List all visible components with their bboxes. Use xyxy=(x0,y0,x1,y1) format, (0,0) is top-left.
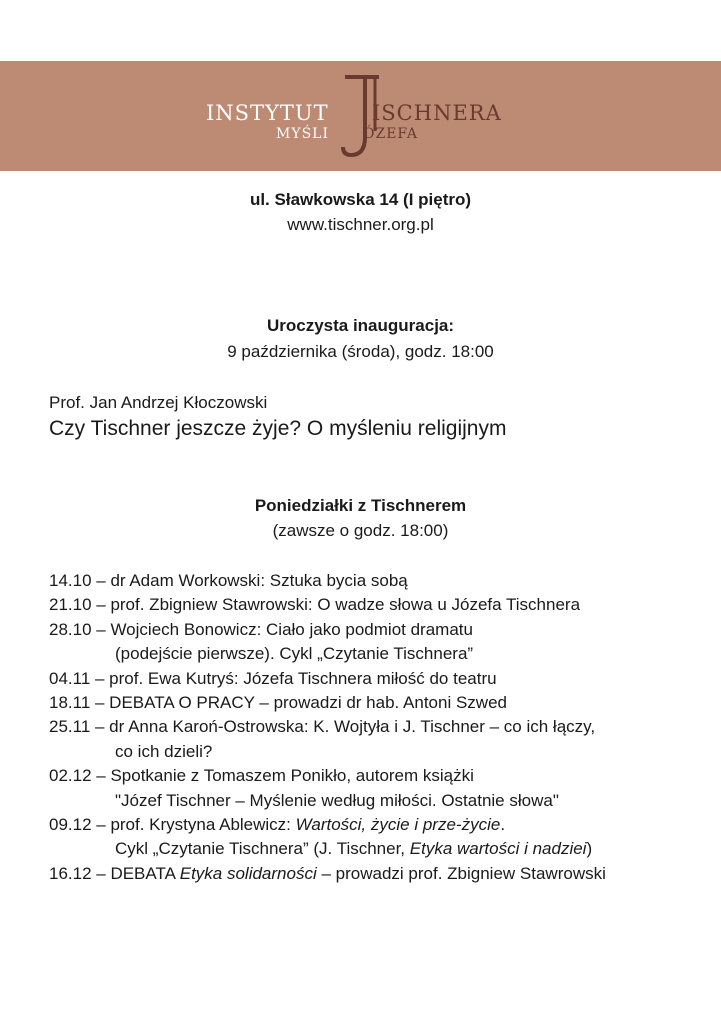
schedule-item: 14.10 – dr Adam Workowski: Sztuka bycia sobą xyxy=(49,571,408,590)
schedule-item: 28.10 – Wojciech Bonowicz: Ciało jako podmiot dramatu xyxy=(49,619,473,639)
institute-logo xyxy=(206,75,516,159)
website-link[interactable]: www.tischner.org.pl xyxy=(287,215,434,234)
header-banner xyxy=(0,61,721,171)
address-street: ul. Sławkowska 14 (I piętro) xyxy=(249,190,472,209)
schedule-item-italic-title: Etyka solidarności xyxy=(179,863,317,883)
inauguration-lecture-title: Czy Tischner jeszcze żyje? O myśleniu religijnym xyxy=(49,417,507,440)
series-heading: Poniedziałki z Tischnerem xyxy=(254,496,467,515)
schedule-item-text: – prowadzi prof. Zbigniew Stawrowski xyxy=(316,863,606,883)
schedule-item-continuation xyxy=(49,837,689,861)
logo-word-instytut: INSTYTUT xyxy=(206,101,329,125)
inauguration-date: 9 października (środa), godz. 18:00 xyxy=(227,342,494,361)
logo-word-jozefa: ÓZEFA xyxy=(363,126,419,142)
schedule-item-italic-title: Wartości, życie i prze-życie xyxy=(295,815,501,835)
schedule-item-continuation: "Józef Tischner – Myślenie według miłości. Ostatnie słowa" xyxy=(115,790,559,810)
schedule-item-text: . xyxy=(500,815,506,835)
schedule-item-text: Cykl „Czytanie Tischnera” (J. Tischner, xyxy=(115,839,410,859)
schedule-item-continuation: co ich dzieli? xyxy=(115,741,213,761)
schedule-item: 02.12 – Spotkanie z Tomaszem Ponikło, autorem książki xyxy=(49,766,474,786)
schedule-item-text: 09.12 – prof. Krystyna Ablewicz: xyxy=(49,815,296,835)
schedule-item: 25.11 – dr Anna Karoń-Ostrowska: K. Wojtyła i J. Tischner – co ich łączy, xyxy=(49,717,596,737)
schedule-item: 21.10 – prof. Zbigniew Stawrowski: O wadze słowa u Józefa Tischnera xyxy=(49,595,581,615)
logo-word-tischnera: ISCHNERA xyxy=(372,101,502,125)
schedule-item-text: ) xyxy=(586,839,593,859)
inauguration-speaker: Prof. Jan Andrzej Kłoczowski xyxy=(49,393,268,412)
schedule-item: 18.11 – DEBATA O PRACY – prowadzi dr hab. Antoni Szwed xyxy=(49,693,507,713)
schedule-item-continuation: (podejście pierwsze). Cykl „Czytanie Tischnera” xyxy=(115,644,474,664)
schedule-item: 04.11 – prof. Ewa Kutryś: Józefa Tischnera miłość do teatru xyxy=(49,668,497,688)
schedule-item xyxy=(49,813,689,837)
series-note: (zawsze o godz. 18:00) xyxy=(272,521,449,540)
schedule-item-text: 16.12 – DEBATA xyxy=(49,863,180,883)
schedule-item xyxy=(49,862,689,886)
schedule-list xyxy=(49,569,689,886)
inauguration-heading: Uroczysta inauguracja: xyxy=(266,316,455,335)
logo-word-mysli: MYŚLI xyxy=(276,126,329,142)
schedule-item-italic-title: Etyka wartości i nadziei xyxy=(409,839,587,859)
